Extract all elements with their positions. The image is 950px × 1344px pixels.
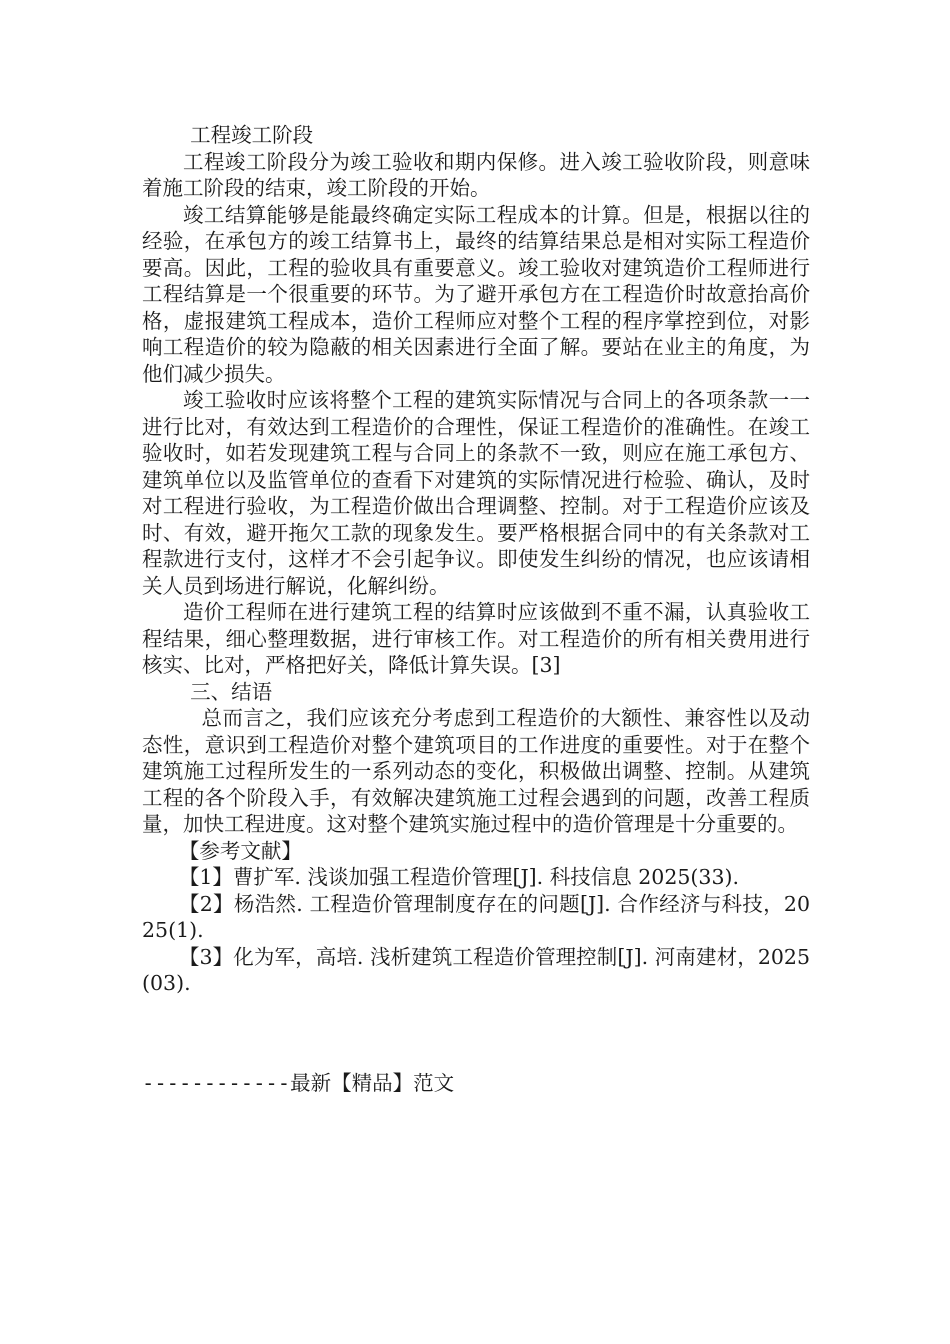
reference-item: 【3】化为军，高培. 浅析建筑工程造价管理控制[J]. 河南建材，2025(03).: [142, 944, 810, 995]
references-heading: 【参考文献】: [178, 838, 302, 863]
reference-item: 【1】曹扩军. 浅谈加强工程造价管理[J]. 科技信息 2025(33).: [178, 865, 739, 889]
reference-item: 【2】杨浩然. 工程造价管理制度存在的问题[J]. 合作经济与科技，2025(1).: [142, 891, 810, 942]
section-heading: 工程竣工阶段: [190, 123, 314, 147]
footer-dashes: ------------: [142, 1071, 291, 1095]
section-heading: 三、结语: [190, 679, 273, 704]
paragraph: 竣工结算能够是能最终确定实际工程成本的计算。但是，根据以往的经验，在承包方的竣工结算书上，最终的结算结果总是相对实际工程造价要高。因此，工程的验收具有重要意义。竣工验收对建筑造价工程师进行工程结算是一个很重要的环节。为了避开承包方在工程造价时故意抬高价格，虚报建筑工程成本，造价工程师应对整个工程的程序掌控到位，对影响工程造价的较为隐蔽的相关因素进行全面了解。要站在业主的角度，为他们减少损失。: [142, 202, 810, 386]
paragraph: 工程竣工阶段分为竣工验收和期内保修。进入竣工验收阶段，则意味着施工阶段的结束，竣工阶段的开始。: [142, 149, 810, 200]
page-footer: [142, 1070, 454, 1097]
paragraph: 竣工验收时应该将整个工程的建筑实际情况与合同上的各项条款一一进行比对，有效达到工程造价的合理性，保证工程造价的准确性。在竣工验收时，如若发现建筑工程与合同上的条款不一致，则应在施工承包方、建筑单位以及监管单位的查看下对建筑的实际情况进行检验、确认，及时对工程进行验收，为工程造价做出合理调整、控制。对于工程造价应该及时、有效，避开拖欠工款的现象发生。要严格根据合同中的有关条款对工程款进行支付，这样才不会引起争议。即使发生纠纷的情况，也应该请相关人员到场进行解说，化解纠纷。: [142, 388, 810, 598]
document-body: [142, 122, 810, 997]
paragraph: 总而言之，我们应该充分考虑到工程造价的大额性、兼容性以及动态性，意识到工程造价对整个建筑项目的工作进度的重要性。对于在整个建筑施工过程所发生的一系列动态的变化，积极做出调整、控制。从建筑工程的各个阶段入手，有效解决建筑施工过程会遇到的问题，改善工程质量，加快工程进度。这对整个建筑实施过程中的造价管理是十分重要的。: [142, 706, 810, 836]
footer-label: 最新【精品】范文: [290, 1071, 455, 1095]
paragraph: 造价工程师在进行建筑工程的结算时应该做到不重不漏，认真验收工程结果，细心整理数据，进行审核工作。对工程造价的所有相关费用进行核实、比对，严格把好关，降低计算失误。[3]: [142, 600, 810, 677]
